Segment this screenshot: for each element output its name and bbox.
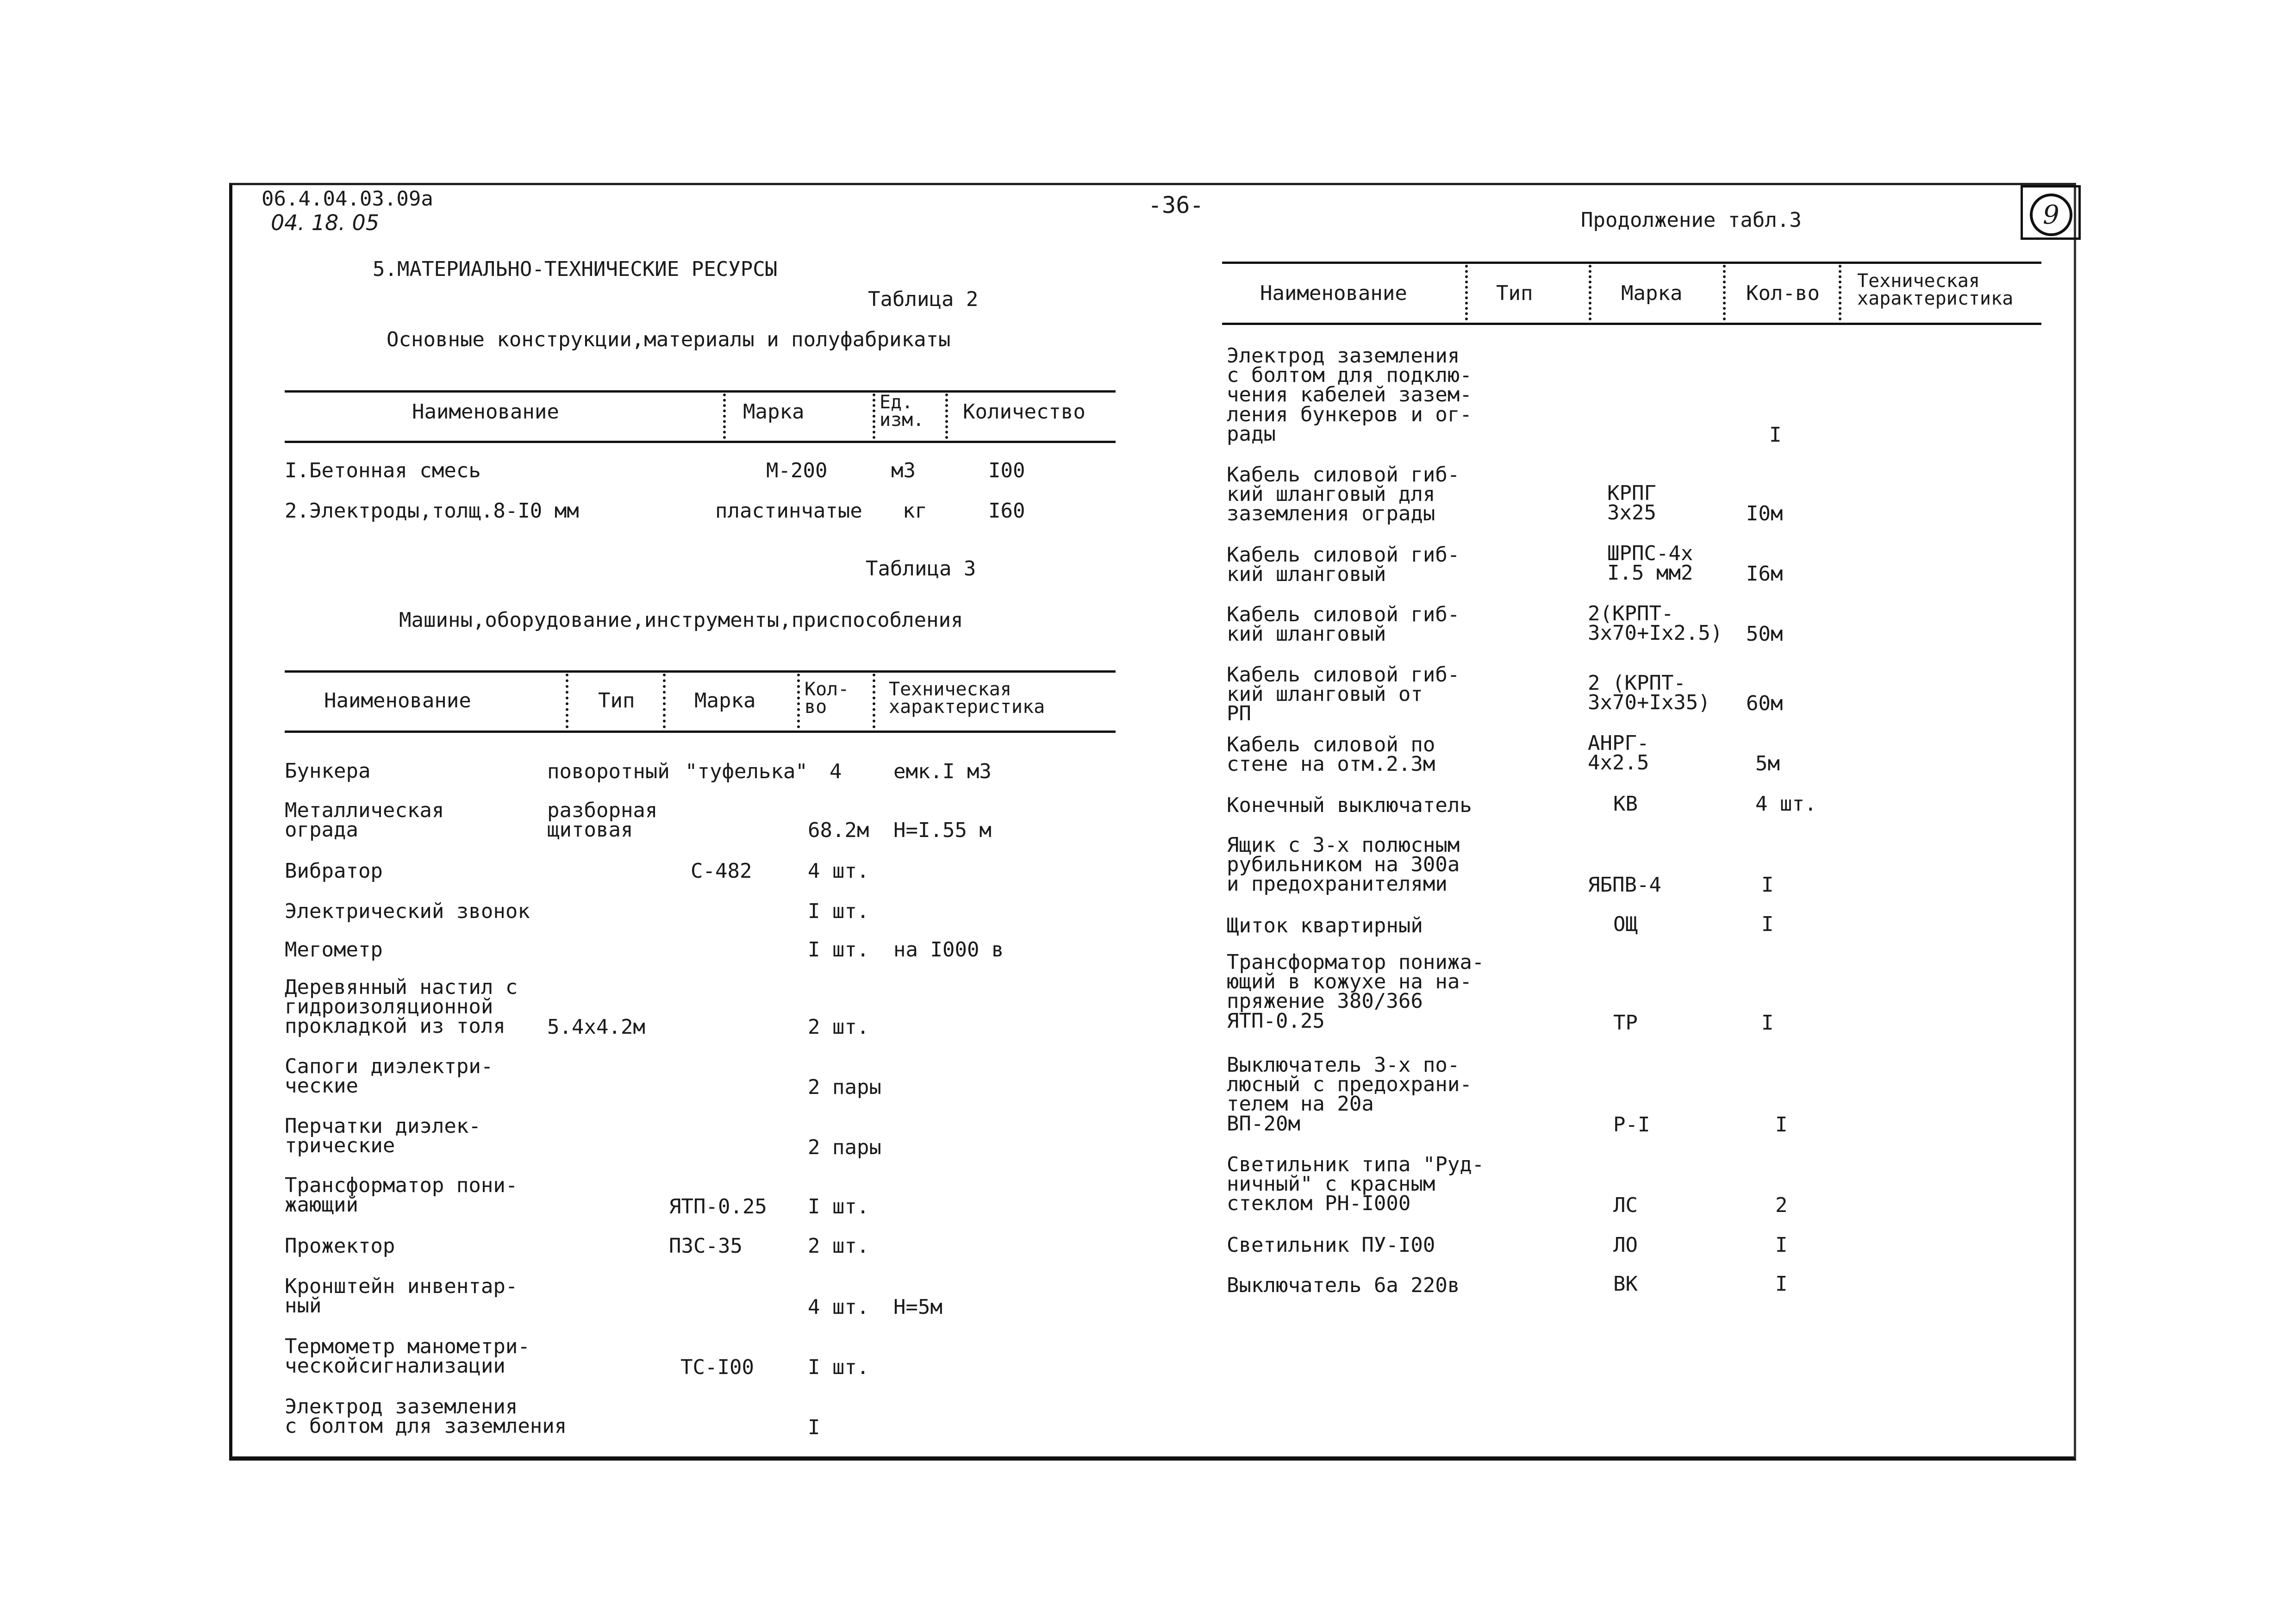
table2-cell: I.Бетонная смесь <box>285 459 481 482</box>
table3-cell: 2 пары <box>808 1075 881 1099</box>
table3-cell: I шт. <box>808 938 869 962</box>
table3cont-cell: Кабель силовой гиб- кий шланговый <box>1227 603 1460 646</box>
table3-divider <box>663 674 666 728</box>
table3-cell: 4 <box>830 760 842 783</box>
table3-cell: Кронштейн инвентар- ный <box>285 1274 518 1318</box>
table3-cell: ЯТП-0.25 <box>669 1195 767 1218</box>
table3-cell: 2 шт. <box>808 1015 869 1039</box>
table3-cell: I шт. <box>808 899 869 923</box>
table3cont-cell: I <box>1761 1011 1774 1035</box>
table3cont-cell: ЯБПВ-4 <box>1588 873 1661 897</box>
table3-cell: ТС-I00 <box>680 1355 754 1379</box>
table2-cell: I00 <box>988 459 1025 482</box>
table2-cell: I60 <box>988 499 1025 523</box>
section-title: 5.МАТЕРИАЛЬНО-ТЕХНИЧЕСКИЕ РЕСУРСЫ <box>373 257 778 281</box>
table3cont-cell: Ящик с 3-х полюсным рубильником на 300а и предохранителями <box>1227 833 1460 896</box>
table3cont-header: Техническая характеристика <box>1857 270 2014 310</box>
table3cont-cell: ЛО <box>1613 1233 1638 1257</box>
table3-header-rule <box>285 731 1116 733</box>
table2-header-rule <box>285 441 1116 443</box>
table3cont-cell: ЛС <box>1613 1193 1638 1217</box>
table3-cell: Электрический звонок <box>285 899 530 923</box>
table3cont-divider <box>1589 265 1591 320</box>
table3-cell: Трансформатор пони- жающий <box>285 1174 518 1217</box>
table3-cell: Перчатки диэлек- трические <box>285 1114 481 1158</box>
table3-cell: 2 пары <box>808 1136 881 1159</box>
table3-cell: Прожектор <box>285 1234 395 1258</box>
table3cont-header: Кол-во <box>1746 281 1820 305</box>
table3-label: Таблица 3 <box>866 557 976 581</box>
doc-code: 06.4.04.03.09a <box>262 187 433 211</box>
table2-cell: 2.Электроды,толщ.8-I0 мм <box>285 499 579 523</box>
table3cont-cell: I <box>1761 873 1774 897</box>
table3-header: Марка <box>694 689 756 712</box>
table3-header: Кол- во <box>805 679 849 718</box>
table3-cell: "туфелька" <box>685 760 808 783</box>
table3cont-cell: 50м <box>1746 622 1783 646</box>
table3cont-cell: 60м <box>1746 692 1783 715</box>
table3cont-cell: 2 <box>1775 1193 1788 1217</box>
table3-header: Наименование <box>324 689 471 712</box>
table3cont-cell: КВ <box>1613 792 1638 816</box>
table3-cell: Деревянный настил с гидроизоляционной прокладкой из толя <box>285 975 518 1038</box>
table3cont-cell: Трансформатор понижа- ющий в кожухе на на- пряжение 380/366 ЯТП-0.25 <box>1227 950 1485 1033</box>
table3-cell: Сапоги диэлектри- ческие <box>285 1055 493 1098</box>
table3cont-cell: ОЩ <box>1613 912 1638 936</box>
table3-header: Тип <box>598 689 635 712</box>
table3cont-cell: 5м <box>1755 752 1780 775</box>
page-number: -36- <box>1148 192 1204 219</box>
table3cont-cell: Кабель силовой гиб- кий шланговый от РП <box>1227 663 1460 726</box>
table3-cell: I шт. <box>808 1355 869 1379</box>
table2-header: Количество <box>963 400 1086 424</box>
table3-cell: 5.4х4.2м <box>547 1015 645 1039</box>
table3-cell: Н=5м <box>893 1295 942 1319</box>
table3-cell: емк.I м3 <box>893 760 992 783</box>
table3cont-cell: Кабель силовой по стене на отм.2.3м <box>1227 733 1435 776</box>
table3-cell: Электрод заземления с болтом для заземления <box>285 1395 567 1438</box>
table3-cell: I шт. <box>808 1195 869 1218</box>
table3cont-cell: Конечный выключатель <box>1227 793 1472 817</box>
table2-top-rule <box>285 390 1116 393</box>
table2-header: Наименование <box>412 400 559 424</box>
table3-cell: 4 шт. <box>808 859 869 883</box>
table3cont-cell: I0м <box>1746 502 1783 525</box>
table3-cell: 68.2м <box>808 818 869 842</box>
table3cont-cell: I <box>1775 1272 1788 1296</box>
table3cont-cell: Кабель силовой гиб- кий шланговый для заземления ограды <box>1227 463 1460 526</box>
table2-cell: кг <box>903 499 927 523</box>
table3-cell: Мегометр <box>285 938 383 962</box>
table2-divider <box>945 394 948 439</box>
page-frame <box>229 183 2076 1461</box>
table3cont-cell: I <box>1775 1233 1788 1257</box>
table2-header: Марка <box>743 400 805 424</box>
table3cont-cell: Р-I <box>1613 1113 1650 1137</box>
table3-cell: С-482 <box>691 859 752 883</box>
table2-caption: Основные конструкции,материалы и полуфабрикаты <box>387 328 951 351</box>
table3-top-rule <box>285 670 1116 673</box>
table3cont-cell: Светильник типа "Руд- ничный" с красным стеклом РН-I000 <box>1227 1153 1485 1216</box>
table3cont-cell: Электрод заземления с болтом для подклю- чения кабелей зазем- ления бункеров и ог- рады <box>1227 344 1472 446</box>
table3cont-cell: Светильник ПУ-I00 <box>1227 1233 1435 1257</box>
table3cont-header-rule <box>1222 323 2041 325</box>
table3-cell: разборная щитовая <box>547 799 658 842</box>
page-stamp: 9 <box>2030 194 2072 236</box>
table2-cell: м3 <box>891 459 916 482</box>
table3-cell: I <box>808 1416 820 1439</box>
table3-cell: поворотный <box>547 760 670 783</box>
table3cont-header: Тип <box>1496 281 1533 305</box>
table3cont-divider <box>1465 265 1468 320</box>
table3-cell: Н=I.55 м <box>893 818 992 842</box>
table3cont-cell: 4 шт. <box>1755 792 1817 816</box>
table3cont-cell: I6м <box>1746 562 1783 586</box>
table3-divider <box>797 674 800 728</box>
table3cont-cell: АНРГ- 4х2.5 <box>1588 731 1649 775</box>
table3-cell: Металлическая ограда <box>285 799 444 842</box>
table3-cell: ПЗС-35 <box>669 1234 742 1258</box>
table3-cell: Вибратор <box>285 859 383 883</box>
table3cont-cell: 2(КРПТ- 3х70+Iх2.5) <box>1588 602 1723 645</box>
table3-header: Техническая характеристика <box>889 679 1045 718</box>
table3cont-cell: Щиток квартирный <box>1227 914 1423 937</box>
table3cont-cell: ТР <box>1613 1011 1638 1035</box>
table3cont-cell: ШРПС-4х I.5 мм2 <box>1607 542 1693 585</box>
handwritten-code: 04. 18. 05 <box>271 210 380 235</box>
table3cont-top-rule <box>1222 262 2041 264</box>
table3cont-divider <box>1723 265 1726 320</box>
table3cont-cell: I <box>1769 423 1782 447</box>
table3cont-cell: Выключатель 6а 220в <box>1227 1274 1460 1297</box>
table3cont-cell: I <box>1761 912 1774 936</box>
table3cont-cell: КРПГ 3х25 <box>1607 481 1656 525</box>
table3-cell: 2 шт. <box>808 1234 869 1258</box>
table3-caption: Машины,оборудование,инструменты,приспособления <box>399 608 963 632</box>
table3-cell: Термометр манометри- ческойсигнализации <box>285 1335 530 1378</box>
table2-divider <box>873 394 875 439</box>
table3cont-cell: I <box>1775 1113 1788 1137</box>
table3-cell: 4 шт. <box>808 1295 869 1319</box>
table3-divider <box>566 674 568 728</box>
continuation-label: Продолжение табл.3 <box>1581 208 1802 232</box>
table2-divider <box>723 394 726 439</box>
table3-cell: на I000 в <box>893 938 1004 962</box>
table2-header: Ед. изм. <box>880 392 924 431</box>
table2-cell: пластинчатые <box>715 499 862 523</box>
table3-cell: Бункера <box>285 759 371 783</box>
table3cont-cell: 2 (КРПТ- 3х70+Iх35) <box>1588 671 1710 715</box>
table3cont-cell: Кабель силовой гиб- кий шланговый <box>1227 543 1460 587</box>
table2-label: Таблица 2 <box>868 287 979 311</box>
table3cont-cell: Выключатель 3-х по- люсный с предохрани- телем на 20а ВП-20м <box>1227 1053 1472 1136</box>
table3cont-cell: ВК <box>1613 1272 1638 1296</box>
table3cont-divider <box>1839 265 1841 320</box>
table3cont-header: Марка <box>1621 281 1683 305</box>
table3cont-header: Наименование <box>1260 281 1407 305</box>
table3-divider <box>873 674 875 728</box>
table2-cell: М-200 <box>766 459 828 482</box>
